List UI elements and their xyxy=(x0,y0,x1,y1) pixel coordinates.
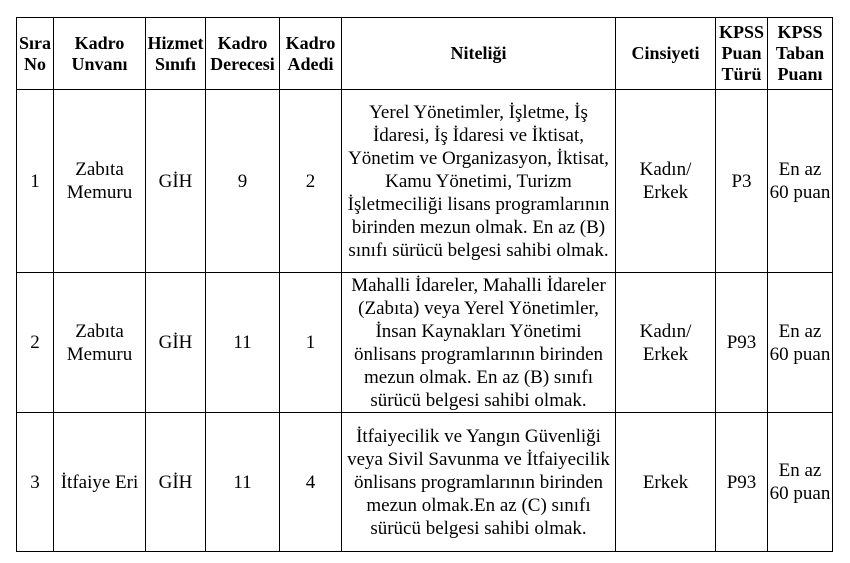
cell-sira: 3 xyxy=(17,413,54,552)
cell-puan-turu: P3 xyxy=(716,90,768,273)
cell-sira: 2 xyxy=(17,273,54,413)
table-row xyxy=(17,273,833,413)
cell-nitelik: Mahalli İdareler, Mahalli İdareler (Zabıta) veya Yerel Yönetimler, İnsan Kaynakları Yönetimi önlisans programlarının birinden mezun olmak. En az (B) sınıfı sürücü belgesi sahibi olmak. xyxy=(342,273,616,413)
cell-derece: 11 xyxy=(206,413,280,552)
header-nitelik: Niteliği xyxy=(342,18,616,90)
cell-unvan: Zabıta Memuru xyxy=(54,90,146,273)
cell-nitelik: İtfaiyecilik ve Yangın Güvenliği veya Sivil Savunma ve İtfaiyecilik önlisans programlarının birinden mezun olmak.En az (C) sınıfı sürücü belgesi sahibi olmak. xyxy=(342,413,616,552)
header-sinif: Hizmet Sınıfı xyxy=(146,18,206,90)
header-derece: Kadro Derecesi xyxy=(206,18,280,90)
cell-unvan: İtfaiye Eri xyxy=(54,413,146,552)
header-adet: Kadro Adedi xyxy=(280,18,342,90)
cell-adet: 4 xyxy=(280,413,342,552)
cell-puan-turu: P93 xyxy=(716,273,768,413)
cell-sira: 1 xyxy=(17,90,54,273)
table-row xyxy=(17,90,833,273)
cell-sinif: GİH xyxy=(146,90,206,273)
cell-derece: 11 xyxy=(206,273,280,413)
cell-cinsiyet: Erkek xyxy=(616,413,716,552)
cell-unvan: Zabıta Memuru xyxy=(54,273,146,413)
table-row xyxy=(17,413,833,552)
cell-puan-turu: P93 xyxy=(716,413,768,552)
cell-derece: 9 xyxy=(206,90,280,273)
header-cinsiyet: Cinsiyeti xyxy=(616,18,716,90)
cell-adet: 2 xyxy=(280,90,342,273)
cell-sinif: GİH xyxy=(146,413,206,552)
kadro-table xyxy=(16,17,833,552)
cell-sinif: GİH xyxy=(146,273,206,413)
cell-cinsiyet: Kadın/ Erkek xyxy=(616,90,716,273)
cell-cinsiyet: Kadın/ Erkek xyxy=(616,273,716,413)
cell-taban: En az 60 puan xyxy=(768,413,833,552)
cell-nitelik: Yerel Yönetimler, İşletme, İş İdaresi, İş İdaresi ve İktisat, Yönetim ve Organizasyon, İktisat, Kamu Yönetimi, Turizm İşletmeciliği lisans programlarının birinden mezun olmak. En az (B) sınıfı sürücü belgesi sahibi olmak. xyxy=(342,90,616,273)
header-taban: KPSS Taban Puanı xyxy=(768,18,833,90)
cell-taban: En az 60 puan xyxy=(768,273,833,413)
cell-taban: En az 60 puan xyxy=(768,90,833,273)
header-puan-turu: KPSS Puan Türü xyxy=(716,18,768,90)
header-sira: Sıra No xyxy=(17,18,54,90)
cell-adet: 1 xyxy=(280,273,342,413)
header-row xyxy=(17,18,833,90)
header-unvan: Kadro Unvanı xyxy=(54,18,146,90)
